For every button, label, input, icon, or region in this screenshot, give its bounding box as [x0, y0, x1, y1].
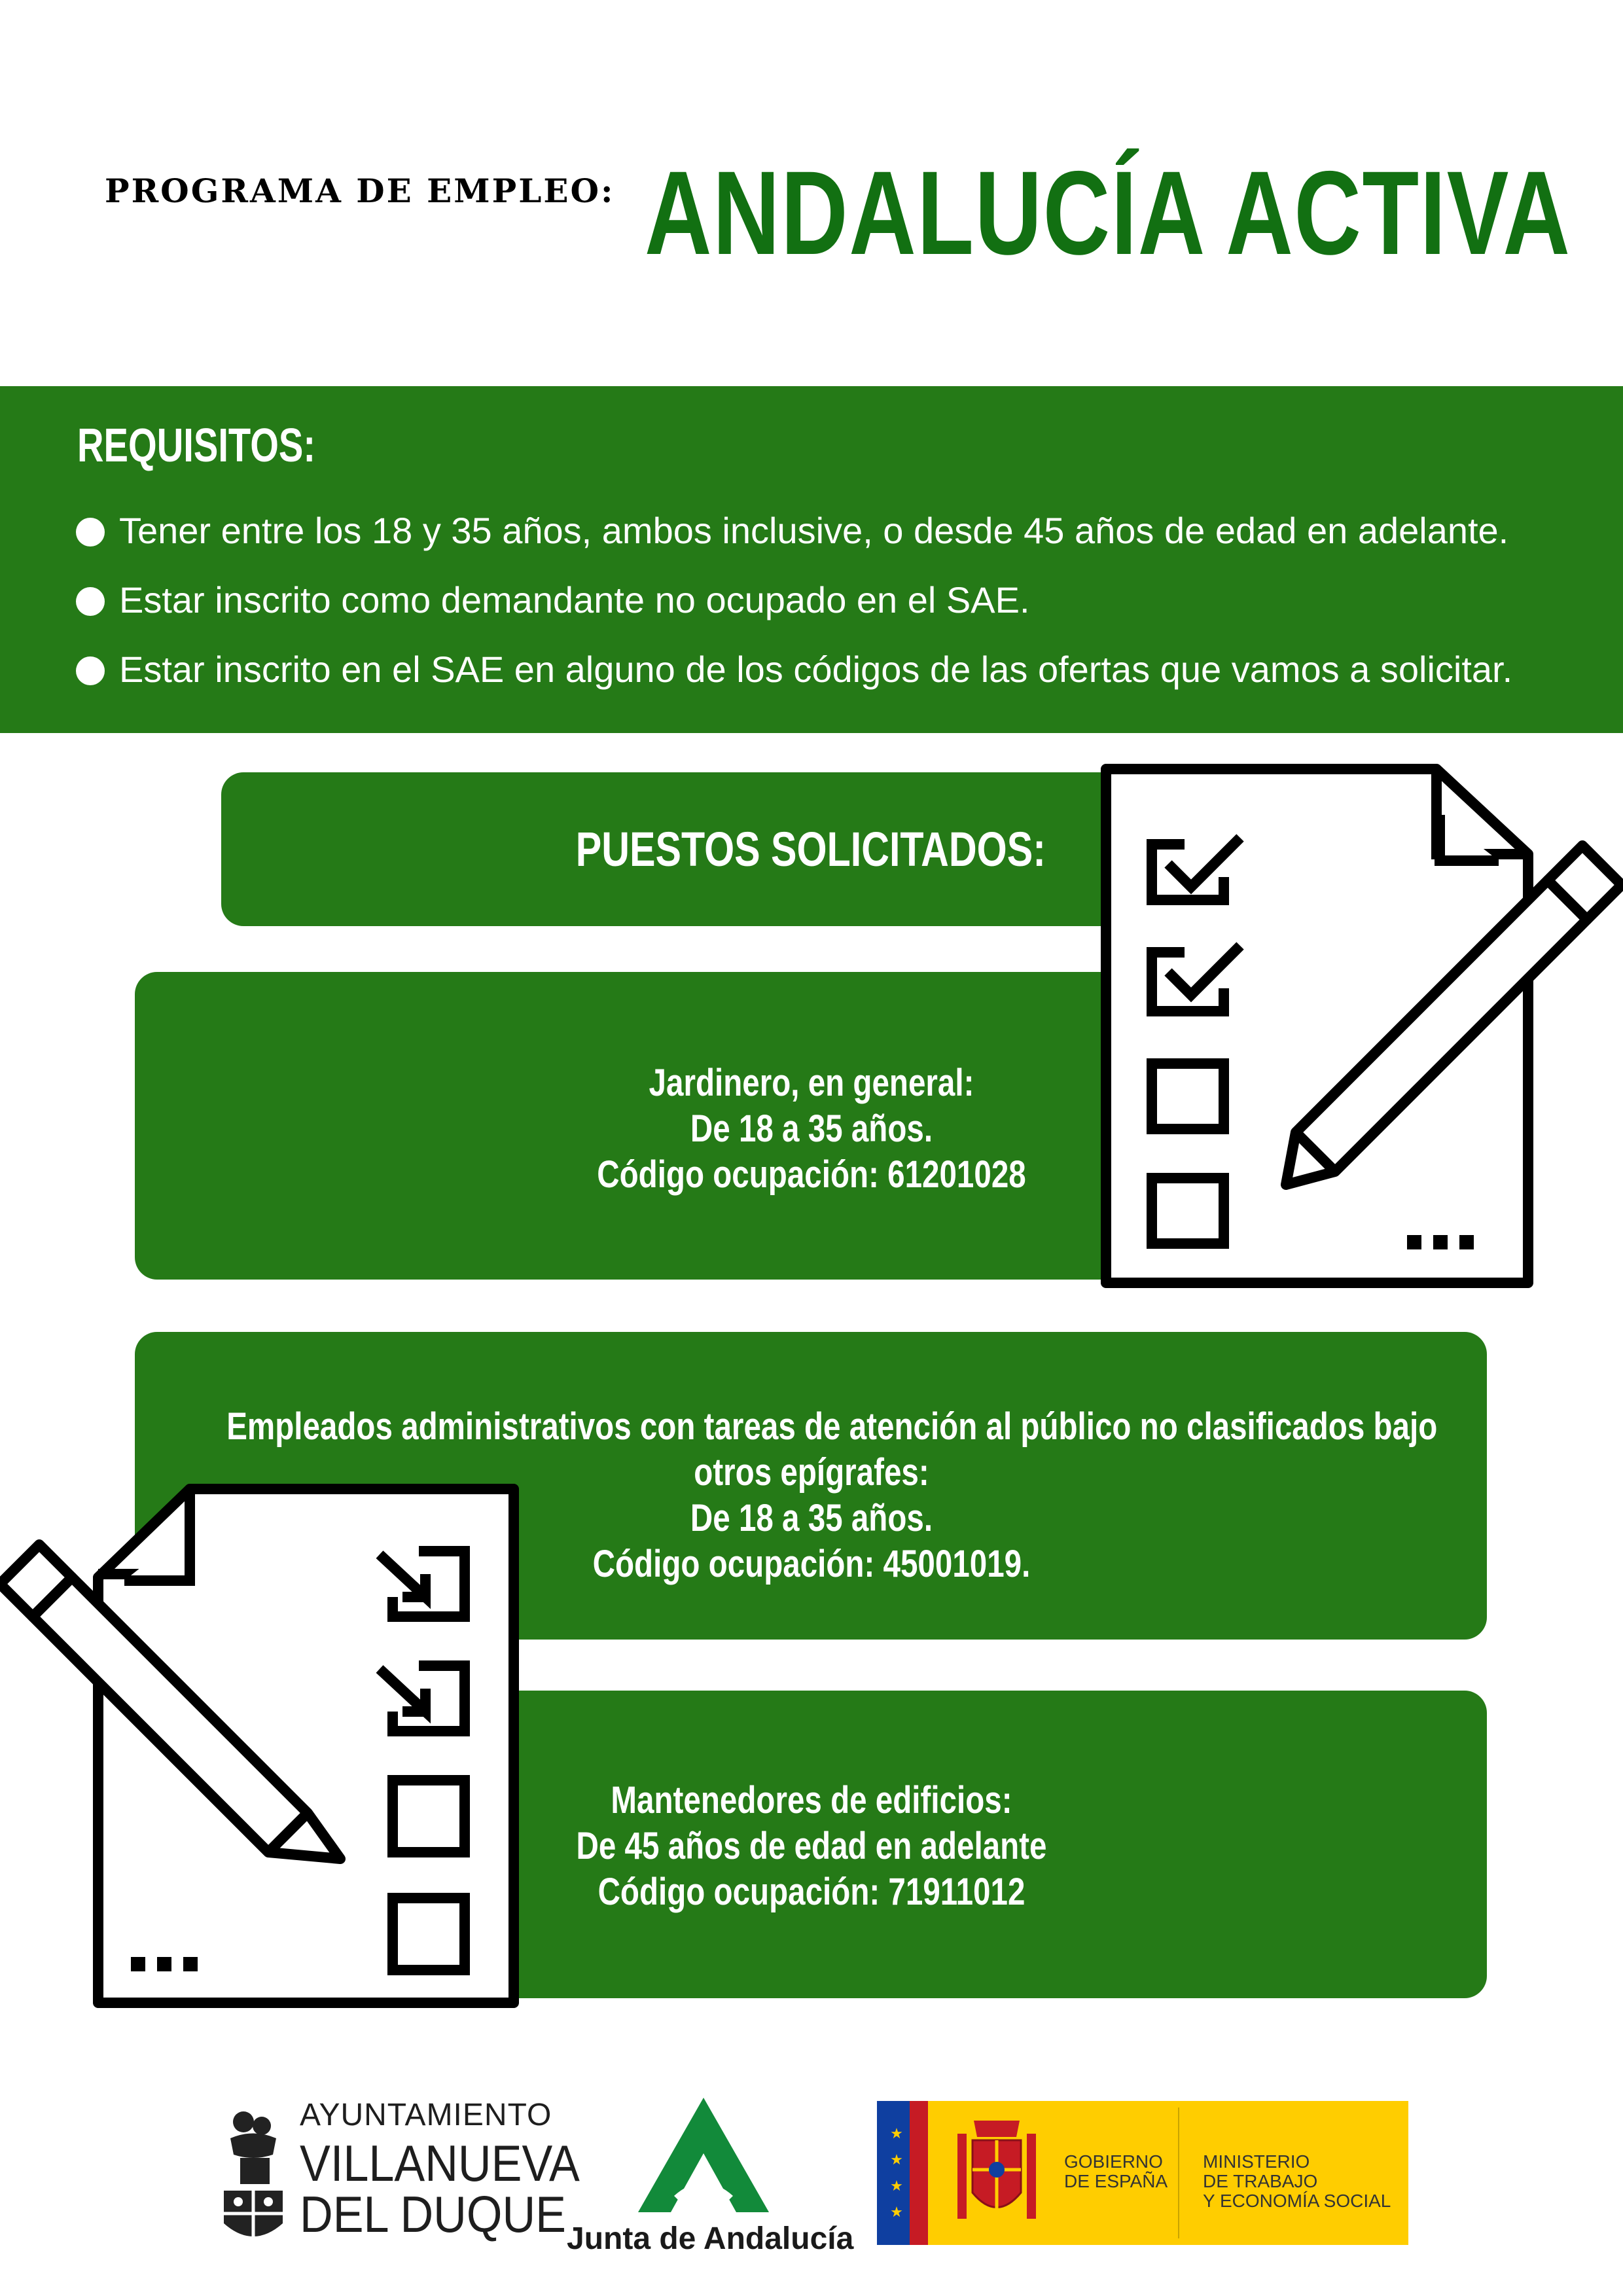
bullet-icon: [76, 656, 105, 685]
position-code: Código ocupación: 45001019.: [592, 1543, 1031, 1585]
checklist-pencil-icon: [0, 1482, 524, 2019]
position-3-text: [490, 1778, 1133, 1915]
list-item: Estar inscrito en el SAE en alguno de los códigos de las ofertas que vamos a solicitar.: [72, 635, 1512, 704]
gobierno-espana-text: GOBIERNO DE ESPAÑA: [1064, 2151, 1168, 2191]
junta-label: Junta de Andalucía: [567, 2221, 854, 2256]
ayuntamiento-text: AYUNTAMIENTO VILLANUEVA DEL DUQUE: [300, 2098, 580, 2243]
requisitos-list: [72, 496, 1512, 704]
position-age: De 45 años de edad en adelante: [576, 1825, 1047, 1867]
bullet-icon: [76, 587, 105, 616]
list-item: Tener entre los 18 y 35 años, ambos inclusive, o desde 45 años de edad en adelante.: [72, 496, 1512, 565]
coat-of-arms-icon: [217, 2109, 289, 2246]
position-code: Código ocupación: 71911012: [597, 1871, 1026, 1913]
page-title: ANDALUCÍA ACTIVA: [645, 146, 1571, 279]
ellipsis-icon: [131, 1957, 198, 1971]
position-name: Jardinero, en general:: [649, 1062, 974, 1104]
bullet-icon: [76, 518, 105, 547]
position-age: De 18 a 35 años.: [690, 1107, 933, 1150]
position-1-text: [490, 1060, 1133, 1198]
checklist-pencil-icon: [1099, 762, 1623, 1299]
position-name: Empleados administrativos con tareas de atención al público no clasificados bajo: [226, 1405, 1438, 1448]
requisitos-heading: REQUISITOS:: [77, 420, 316, 472]
position-code: Código ocupación: 61201028: [597, 1153, 1026, 1196]
eu-stars-icon: ★ ★ ★ ★: [890, 2125, 903, 2220]
position-age: De 18 a 35 años.: [690, 1497, 933, 1539]
position-name: Mantenedores de edificios:: [611, 1779, 1012, 1821]
spain-coat-of-arms-icon: [948, 2114, 1046, 2232]
ellipsis-icon: [1407, 1235, 1474, 1249]
program-prefix: PROGRAMA DE EMPLEO:: [105, 171, 615, 210]
puestos-heading: PUESTOS SOLICITADOS:: [575, 822, 1046, 876]
position-name-cont: otros epígrafes:: [694, 1451, 929, 1494]
list-item: Estar inscrito como demandante no ocupado en el SAE.: [72, 565, 1512, 635]
ministerio-text: MINISTERIO DE TRABAJO Y ECONOMÍA SOCIAL: [1203, 2151, 1391, 2211]
junta-logo-icon: [638, 2098, 769, 2212]
